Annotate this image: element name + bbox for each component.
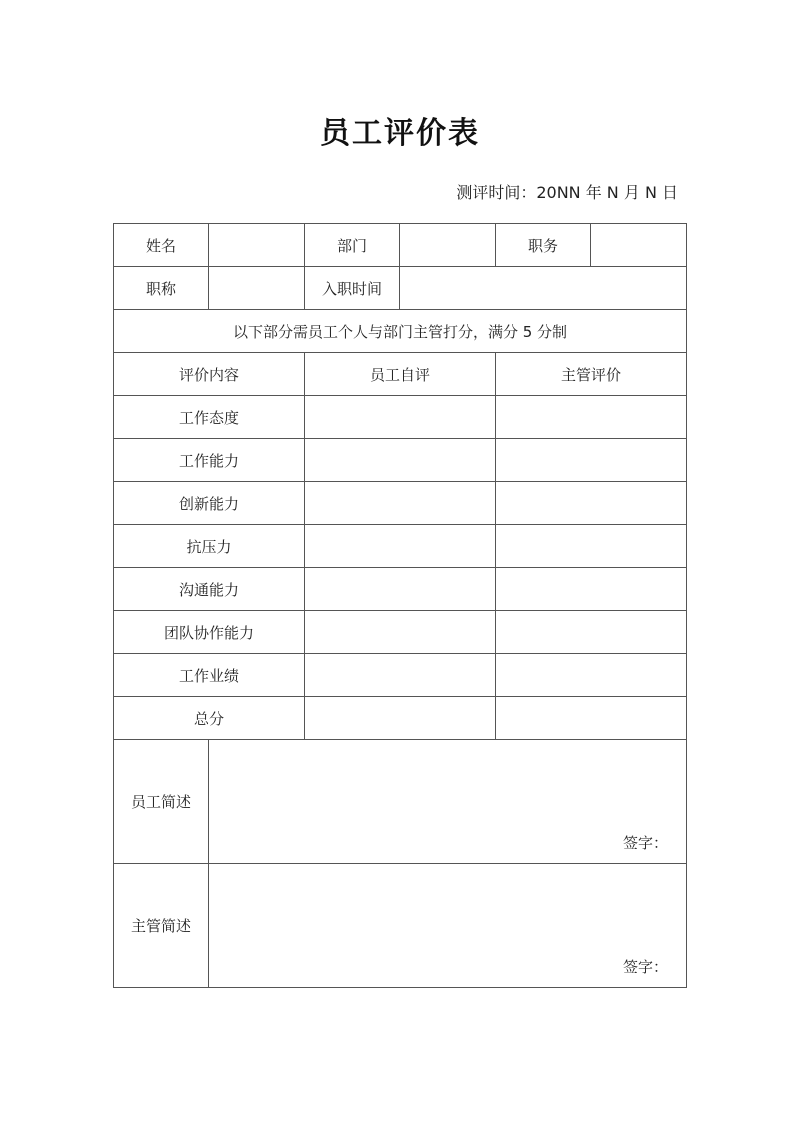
eval-row xyxy=(114,482,687,525)
position-label: 职务 xyxy=(496,224,591,267)
supervisor-summary-row xyxy=(114,864,687,988)
employee-signature-label: 签字： xyxy=(622,834,668,852)
title-field[interactable] xyxy=(209,267,305,310)
eval-item-label: 抗压力 xyxy=(114,525,305,568)
info-row-1 xyxy=(114,224,687,267)
self-score-cell[interactable] xyxy=(305,439,496,482)
eval-item-label: 工作态度 xyxy=(114,396,305,439)
supervisor-summary-field[interactable] xyxy=(209,864,687,988)
supervisor-score-cell[interactable] xyxy=(496,611,687,654)
eval-row xyxy=(114,568,687,611)
supervisor-score-cell[interactable] xyxy=(496,654,687,697)
eval-row-total xyxy=(114,697,687,740)
header-supervisor: 主管评价 xyxy=(496,353,687,396)
self-score-cell[interactable] xyxy=(305,568,496,611)
dept-field[interactable] xyxy=(400,224,496,267)
eval-item-label: 创新能力 xyxy=(114,482,305,525)
hire-date-label: 入职时间 xyxy=(305,267,400,310)
dept-label: 部门 xyxy=(305,224,400,267)
eval-item-label: 总分 xyxy=(114,697,305,740)
supervisor-signature-label: 签字： xyxy=(622,958,668,976)
eval-row xyxy=(114,611,687,654)
supervisor-score-total-cell[interactable] xyxy=(496,697,687,740)
eval-item-label: 工作能力 xyxy=(114,439,305,482)
employee-summary-row xyxy=(114,740,687,864)
supervisor-score-cell[interactable] xyxy=(496,482,687,525)
supervisor-score-cell[interactable] xyxy=(496,439,687,482)
employee-summary-field[interactable] xyxy=(209,740,687,864)
self-score-cell[interactable] xyxy=(305,654,496,697)
employee-summary-label: 员工简述 xyxy=(114,740,209,864)
eval-row xyxy=(114,439,687,482)
form-title: 员工评价表 xyxy=(320,116,480,151)
supervisor-score-cell[interactable] xyxy=(496,568,687,611)
header-self: 员工自评 xyxy=(305,353,496,396)
position-field[interactable] xyxy=(591,224,687,267)
supervisor-score-cell[interactable] xyxy=(496,525,687,568)
self-score-cell[interactable] xyxy=(305,396,496,439)
evaluation-date: 测评时间：20NN 年 N 月 N 日 xyxy=(456,183,678,202)
self-score-cell[interactable] xyxy=(305,611,496,654)
header-content: 评价内容 xyxy=(114,353,305,396)
scoring-note: 以下部分需员工个人与部门主管打分，满分 5 分制 xyxy=(114,310,687,353)
evaluation-form xyxy=(113,223,687,988)
self-score-cell[interactable] xyxy=(305,482,496,525)
info-row-2 xyxy=(114,267,687,310)
eval-row xyxy=(114,654,687,697)
eval-row xyxy=(114,396,687,439)
eval-item-label: 团队协作能力 xyxy=(114,611,305,654)
eval-row xyxy=(114,525,687,568)
supervisor-score-cell[interactable] xyxy=(496,396,687,439)
note-row xyxy=(114,310,687,353)
name-label: 姓名 xyxy=(114,224,209,267)
eval-header-row xyxy=(114,353,687,396)
self-score-cell[interactable] xyxy=(305,525,496,568)
self-score-total-cell[interactable] xyxy=(305,697,496,740)
title-label: 职称 xyxy=(114,267,209,310)
name-field[interactable] xyxy=(209,224,305,267)
eval-item-label: 沟通能力 xyxy=(114,568,305,611)
supervisor-summary-label: 主管简述 xyxy=(114,864,209,988)
eval-item-label: 工作业绩 xyxy=(114,654,305,697)
hire-date-field[interactable] xyxy=(400,267,687,310)
